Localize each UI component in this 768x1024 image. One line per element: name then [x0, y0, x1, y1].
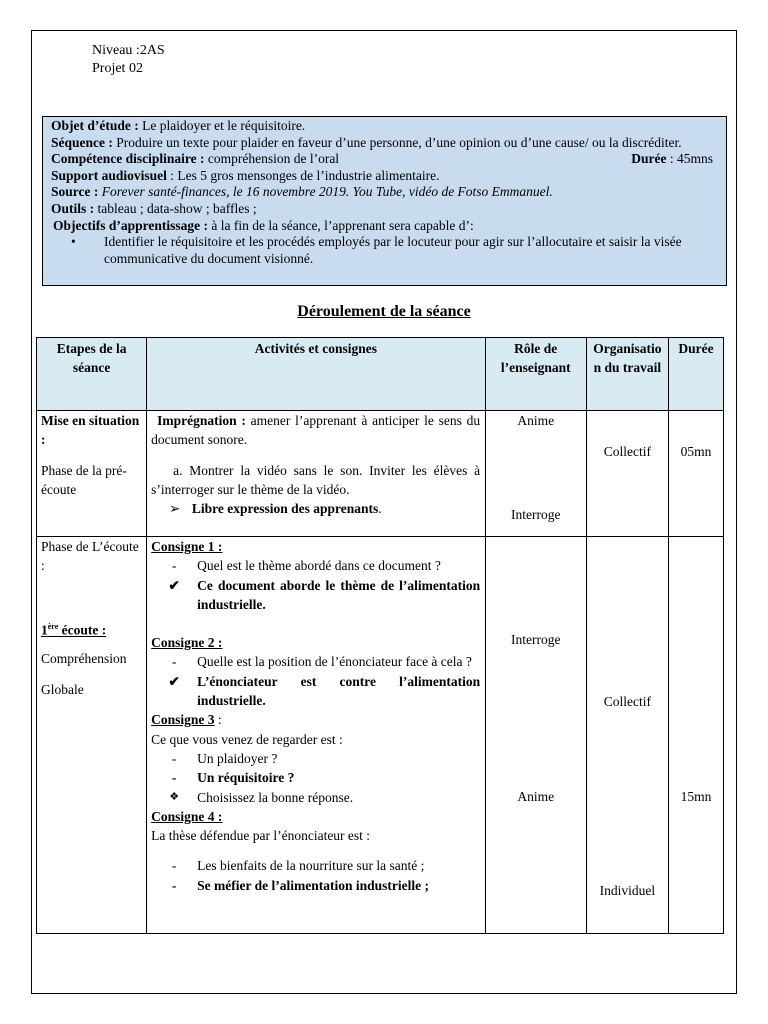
row2-organisation: Collectif Individuel	[586, 537, 668, 934]
source-line: Source : Forever santé-finances, le 16 novembre 2019. You Tube, vidéo de Fotso Emmanuel.	[51, 184, 553, 200]
support-line: Support audiovisuel : Les 5 gros mensonges de l’industrie alimentaire.	[51, 167, 440, 183]
table-row	[37, 537, 724, 934]
consigne3-label: Consigne 3	[151, 712, 215, 728]
section-title: Déroulement de la séance	[297, 303, 471, 320]
competence-line: Compétence disciplinaire : compréhension de l’oral Durée : 45mns	[51, 151, 713, 167]
objectifs-line: Objectifs d’apprentissage : à la fin de la séance, l’apprenant sera capable d’:	[53, 217, 474, 233]
row1-activites: Imprégnation : amener l’apprenant à anticiper le sens du document sonore. a. Montrer la vidéo sans le son. Inviter les élèves à s’interroger sur le thème de la vidéo. ➢ Libre expression des apprenants.	[147, 411, 485, 537]
consigne1-label: Consigne 1 :	[151, 539, 223, 554]
niveau-label: Niveau :2AS	[92, 43, 165, 58]
row1-etape: Mise en situation : Phase de la pré-écoute	[37, 411, 147, 537]
row1-duree: 05mn	[668, 411, 723, 537]
row1-organisation: Collectif	[586, 411, 668, 537]
header-duree: Durée	[668, 338, 723, 411]
projet-label: Projet 02	[92, 61, 143, 76]
row2-etape: Phase de L’écoute : 1ère écoute : Compréhension Globale	[37, 537, 147, 934]
header-organisation: Organisation du travail	[586, 338, 668, 411]
consigne2-label: Consigne 2 :	[151, 635, 223, 651]
document-header	[92, 42, 165, 78]
header-etapes: Etapes de la séance	[37, 338, 147, 411]
table-header-row	[37, 338, 724, 411]
outils-line: Outils : tableau ; data-show ; baffles ;	[51, 200, 257, 216]
lesson-table	[36, 337, 724, 934]
sequence-line: Séquence : Produire un texte pour plaider en faveur d’une personne, d’une opinion ou d’une cause/ ou la discréditer.	[51, 134, 682, 150]
lesson-info-box	[42, 116, 727, 286]
table-row	[37, 411, 724, 537]
objectif-item: • Identifier le réquisitoire et les procédés employés par le locuteur pour agir sur l’allocutaire et saisir la visée communicative du document visionné.	[71, 234, 682, 266]
row2-duree: 15mn	[668, 537, 723, 934]
check-icon: ✔	[168, 577, 180, 593]
diamond-icon: ❖	[169, 790, 180, 803]
objet-line: Objet d’étude : Le plaidoyer et le réquisitoire.	[51, 118, 306, 133]
row2-activites: Consigne 1 : - Quel est le thème abordé dans ce document ? ✔ Ce document aborde le thème de l’alimentation industrielle. Consigne 2 : - Quelle est la position de l’énonciateur face à cela ? ✔ L’énonciateur est contre l’alimentation industrielle. Consigne 3 : Ce que vous venez de regarder est : - Un plaidoyer ? - Un réquisitoire ? ❖ Choisissez la bonne réponse. Consigne 4 : La thèse défendue par l’énonciateur est : - Les bienfaits de la nourriture sur la santé ; - Se méfier de l’alimentation industrielle ;	[147, 537, 485, 934]
check-icon: ✔	[168, 673, 180, 689]
header-activites: Activités et consignes	[147, 338, 485, 411]
row2-role: Interroge Anime	[485, 537, 586, 934]
consigne4-label: Consigne 4 :	[151, 808, 223, 824]
header-role: Rôle de l’enseignant	[485, 338, 586, 411]
arrow-icon: ➢	[169, 501, 181, 516]
bullet-icon: •	[71, 234, 76, 250]
row1-role: Anime Interroge	[485, 411, 586, 537]
